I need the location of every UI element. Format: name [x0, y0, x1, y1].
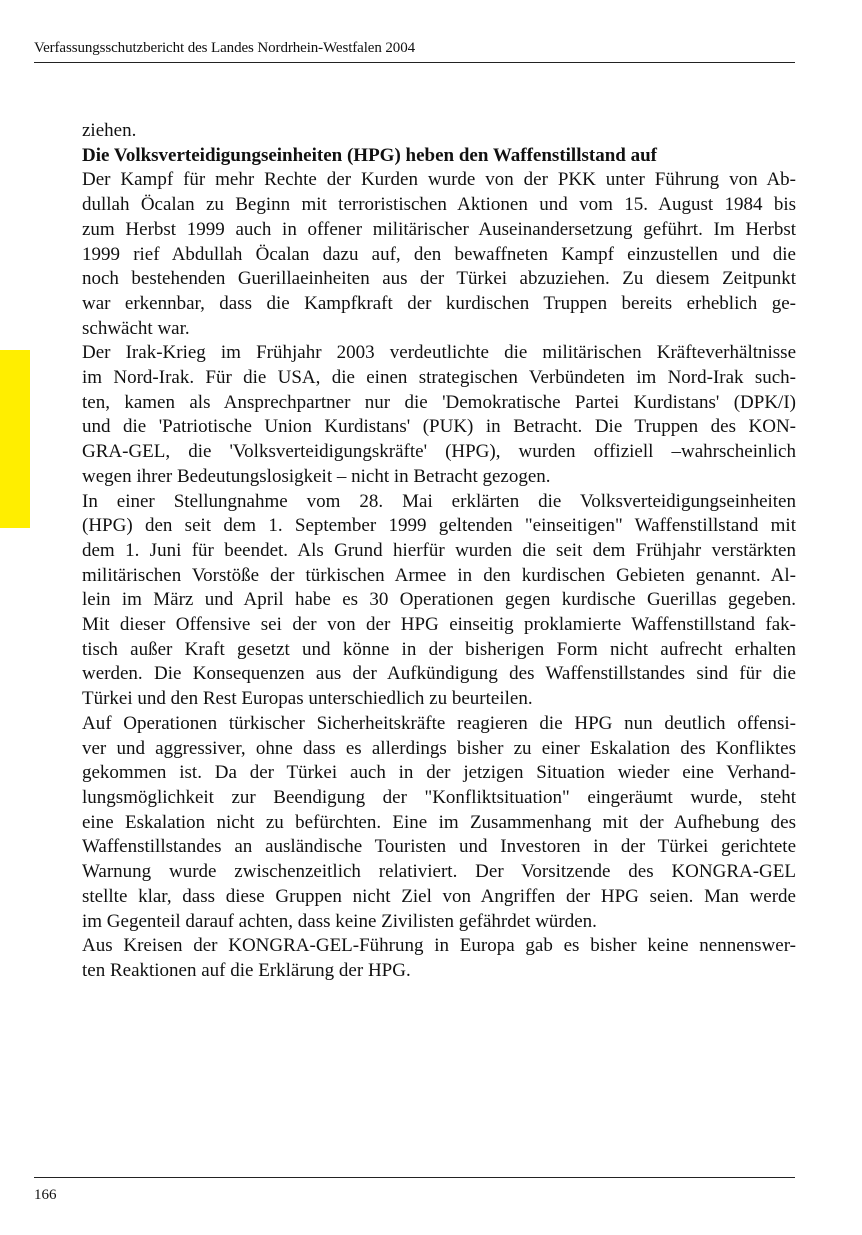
text-line: gekommen ist. Da der Türkei auch in der jetzigen Situation wieder eine Verhand-	[82, 762, 796, 784]
text-line: Waffenstillstandes an ausländische Touristen und Investoren in der Türkei gerichtete	[82, 836, 796, 858]
paragraph-4	[82, 712, 796, 934]
text-line: GRA-GEL, die 'Volksverteidigungskräfte' (HPG), wurden offiziell –wahrscheinlich	[82, 441, 796, 463]
text-line: noch bestehenden Guerillaeinheiten aus der Türkei abzuziehen. Zu diesem Zeitpunkt	[82, 268, 796, 290]
text-line: Auf Operationen türkischer Sicherheitskräfte reagieren die HPG nun deutlich offensi-	[82, 712, 796, 734]
header-rule	[34, 62, 795, 63]
text-line: tisch außer Kraft gesetzt und könne in der bisherigen Form nicht aufrecht erhalten	[82, 638, 796, 660]
text-line: In einer Stellungnahme vom 28. Mai erklärten die Volksverteidigungseinheiten	[82, 490, 796, 512]
text-line: zum Herbst 1999 auch in offener militärischer Auseinandersetzung geführt. Im Herbst	[82, 218, 796, 240]
page-content	[82, 119, 796, 984]
text-line: stellte klar, dass diese Gruppen nicht Ziel von Angriffen der HPG seien. Man werde	[82, 885, 796, 907]
text-line: eine Eskalation nicht zu befürchten. Eine im Zusammenhang mit der Aufhebung des	[82, 811, 796, 833]
text-line: (HPG) den seit dem 1. September 1999 geltenden "einseitigen" Waffenstillstand mit	[82, 515, 796, 537]
text-line: militärischen Vorstöße der türkischen Armee in den kurdischen Gebieten genannt. Al-	[82, 564, 796, 586]
text-line: im Nord-Irak. Für die USA, die einen strategischen Verbündeten im Nord-Irak such-	[82, 367, 796, 389]
page-number: 166	[34, 1187, 57, 1203]
footer-rule	[34, 1177, 795, 1178]
text-line: Aus Kreisen der KONGRA-GEL-Führung in Europa gab es bisher keine nennenswer-	[82, 935, 796, 957]
text-line: dem 1. Juni für beendet. Als Grund hierfür wurden die seit dem Frühjahr verstärkten	[82, 539, 796, 561]
text-line: Mit dieser Offensive sei der von der HPG einseitig proklamierte Waffenstillstand fak-	[82, 614, 796, 636]
text-line: schwächt war.	[82, 317, 190, 339]
text-line: lein im März und April habe es 30 Operationen gegen kurdische Guerillas gegeben.	[82, 589, 796, 611]
paragraph-2	[82, 341, 796, 489]
text-line: Türkei und den Rest Europas unterschiedlich zu beurteilen.	[82, 688, 533, 710]
text-line: und die 'Patriotische Union Kurdistans' (PUK) in Betracht. Die Truppen des KON-	[82, 416, 796, 438]
section-side-marker	[0, 350, 30, 528]
text-line: Warnung wurde zwischenzeitlich relativiert. Der Vorsitzende des KONGRA-GEL	[82, 861, 796, 883]
running-header: Verfassungsschutzbericht des Landes Nordrhein-Westfalen 2004	[34, 40, 416, 56]
text-line: dullah Öcalan zu Beginn mit terroristischen Aktionen und vom 15. August 1984 bis	[82, 194, 796, 216]
text-line: ver und aggressiver, ohne dass es allerdings bisher zu einer Eskalation des Konfliktes	[82, 737, 796, 759]
text-line: Der Kampf für mehr Rechte der Kurden wurde von der PKK unter Führung von Ab-	[82, 169, 796, 191]
text-line: 1999 rief Abdullah Öcalan dazu auf, den bewaffneten Kampf einzustellen und die	[82, 243, 796, 265]
text-line: wegen ihrer Bedeutungslosigkeit – nicht in Betracht gezogen.	[82, 465, 551, 487]
text-line: war erkennbar, dass die Kampfkraft der kurdischen Truppen bereits erheblich ge-	[82, 292, 796, 314]
text-line: Der Irak-Krieg im Frühjahr 2003 verdeutlichte die militärischen Kräfteverhältnisse	[82, 342, 796, 364]
paragraph-5	[82, 934, 796, 983]
paragraph-3	[82, 490, 796, 712]
paragraph-1	[82, 168, 796, 341]
continued-text-fragment: ziehen.	[82, 120, 137, 141]
text-line: lungsmöglichkeit zur Beendigung der "Konfliktsituation" eingeräumt wurde, steht	[82, 786, 796, 808]
text-line: werden. Die Konsequenzen aus der Aufkündigung des Waffenstillstandes sind für die	[82, 663, 796, 685]
text-line: ten, kamen als Ansprechpartner nur die 'Demokratische Partei Kurdistans' (DPK/I)	[82, 391, 796, 413]
section-heading: Die Volksverteidigungseinheiten (HPG) heben den Waffenstillstand auf	[82, 144, 657, 166]
text-line: im Gegenteil darauf achten, dass keine Zivilisten gefährdet würden.	[82, 910, 597, 932]
text-line: ten Reaktionen auf die Erklärung der HPG.	[82, 959, 411, 981]
